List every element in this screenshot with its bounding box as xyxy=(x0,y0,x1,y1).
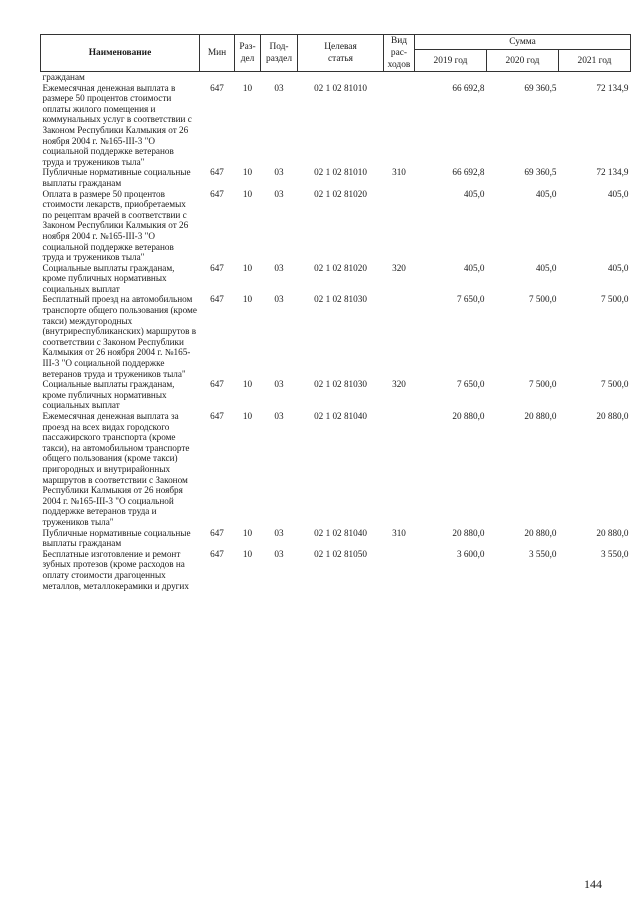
cell-name: Бесплатные изготовление и ремонт зубных протезов (кроме расходов на оплату стоимости драгоценных металлов, металлокерамики и других xyxy=(42,548,189,591)
header-podrazdel: Под- раздел xyxy=(261,35,298,72)
cell-podrazdel: 03 xyxy=(274,262,284,273)
cell-s2019: 3 600,0 xyxy=(456,548,485,559)
cell-min: 647 xyxy=(210,82,224,93)
cell-name: Социальные выплаты гражданам, кроме публичных нормативных социальных выплат xyxy=(42,379,175,411)
cell-razdel: 10 xyxy=(242,167,253,178)
cell-vid xyxy=(384,294,415,379)
cell-s2021: 405,0 xyxy=(607,262,629,273)
cell-min: 647 xyxy=(210,167,224,178)
cell-s2019: 7 650,0 xyxy=(456,379,485,390)
header-vid: Вид рас- ходов xyxy=(384,35,415,72)
table-row xyxy=(41,528,631,549)
cell-min: 647 xyxy=(210,411,224,421)
cell-min: 647 xyxy=(210,379,224,390)
cell-s2019: 66 692,8 xyxy=(452,82,485,93)
cell-podrazdel: 03 xyxy=(274,379,284,390)
header-2021: 2021 год xyxy=(559,50,631,72)
header-stat: Целевая статья xyxy=(298,35,384,72)
cell-vid xyxy=(384,83,415,168)
table-row xyxy=(41,83,631,168)
cell-s2020: 7 500,0 xyxy=(528,379,557,390)
table-row xyxy=(41,167,631,188)
cell-stat: 02 1 02 81010 xyxy=(314,82,367,93)
table-row xyxy=(41,379,631,411)
cell-min: 647 xyxy=(210,527,224,538)
cell-name: Публичные нормативные социальные выплаты гражданам xyxy=(42,527,191,549)
cell-stat xyxy=(298,72,384,83)
cell-s2019: 20 880,0 xyxy=(452,527,485,538)
cell-podrazdel: 03 xyxy=(274,82,284,93)
cell-name: гражданам xyxy=(42,72,85,82)
cell-podrazdel xyxy=(261,72,298,83)
cell-name: Социальные выплаты гражданам, кроме публичных нормативных социальных выплат xyxy=(42,262,175,294)
cell-s2021: 72 134,9 xyxy=(596,82,629,93)
cell-vid: 310 xyxy=(392,167,406,178)
cell-podrazdel: 03 xyxy=(274,294,284,305)
cell-razdel: 10 xyxy=(242,527,253,538)
cell-vid xyxy=(384,72,415,83)
cell-s2020 xyxy=(487,72,559,83)
header-summa: Сумма xyxy=(415,35,631,50)
cell-razdel: 10 xyxy=(242,294,253,305)
cell-s2020: 405,0 xyxy=(535,262,557,273)
page-number: 144 xyxy=(584,877,602,891)
cell-s2020: 405,0 xyxy=(535,188,557,199)
cell-razdel: 10 xyxy=(242,379,253,390)
table-row xyxy=(41,263,631,295)
cell-min: 647 xyxy=(210,262,224,273)
header-name: Наименование xyxy=(41,35,200,72)
cell-min xyxy=(200,72,235,83)
cell-vid xyxy=(384,411,415,528)
cell-razdel: 10 xyxy=(242,82,253,93)
cell-razdel: 10 xyxy=(242,548,253,559)
cell-name: Публичные нормативные социальные выплаты гражданам xyxy=(42,167,191,188)
cell-s2021: 20 880,0 xyxy=(596,527,629,538)
cell-s2020: 20 880,0 xyxy=(524,411,557,421)
table-row xyxy=(41,549,631,591)
table-row xyxy=(41,294,631,379)
cell-vid: 320 xyxy=(392,379,406,390)
cell-stat: 02 1 02 81020 xyxy=(314,262,367,273)
cell-s2020: 20 880,0 xyxy=(524,527,557,538)
cell-s2021: 7 500,0 xyxy=(600,379,629,390)
cell-stat: 02 1 02 81020 xyxy=(314,188,367,199)
cell-s2020: 3 550,0 xyxy=(528,548,557,559)
cell-s2021: 20 880,0 xyxy=(596,411,629,421)
cell-name: Оплата в размере 50 процентов стоимости лекарств, приобретаемых по рецептам врачей в соответствии с Законом Республики Калмыкия от 26 ноября 2004 г. №165-III-3 "О социальной поддержке ветеранов труда и тружеников тыла" xyxy=(42,188,189,263)
cell-podrazdel: 03 xyxy=(274,411,284,421)
cell-stat: 02 1 02 81040 xyxy=(314,411,367,421)
cell-vid: 310 xyxy=(392,527,406,538)
cell-s2021: 72 134,9 xyxy=(596,167,629,178)
cell-podrazdel: 03 xyxy=(274,188,284,199)
header-2019: 2019 год xyxy=(415,50,487,72)
cell-podrazdel: 03 xyxy=(274,548,284,559)
cell-s2020: 69 360,5 xyxy=(524,82,557,93)
table-header xyxy=(41,35,631,72)
header-razdel: Раз- дел xyxy=(235,35,261,72)
table-row xyxy=(41,411,631,528)
cell-min: 647 xyxy=(210,188,224,199)
table-row xyxy=(41,72,631,83)
cell-razdel: 10 xyxy=(242,411,253,421)
cell-vid xyxy=(384,549,415,591)
cell-podrazdel: 03 xyxy=(274,527,284,538)
cell-name: Ежемесячная денежная выплата в размере 50 процентов стоимости оплаты жилого помещения и коммунальных услуг в соответствии с Законом Республики Калмыкия от 26 ноября 2004 г. №165-III-3 "О социальной поддержке ветеранов труда и тружеников тыла" xyxy=(42,82,192,167)
cell-stat: 02 1 02 81030 xyxy=(314,294,367,305)
cell-s2019: 7 650,0 xyxy=(456,294,485,305)
cell-stat: 02 1 02 81050 xyxy=(314,548,367,559)
cell-razdel xyxy=(235,72,261,83)
cell-stat: 02 1 02 81010 xyxy=(314,167,367,178)
cell-s2019: 66 692,8 xyxy=(452,167,485,178)
cell-s2020: 69 360,5 xyxy=(524,167,557,178)
cell-name: Бесплатный проезд на автомобильном транспорте общего пользования (кроме такси) междугородных (внутриреспубликанских) маршрутов в соответствии с Законом Республики Калмыкия от 26 ноября 2004 г. №165-III-3 "О социальной поддержке ветеранов труда и тружеников тыла" xyxy=(42,294,197,379)
cell-s2019 xyxy=(415,72,487,83)
cell-vid xyxy=(384,189,415,263)
cell-s2019: 20 880,0 xyxy=(452,411,485,421)
budget-table xyxy=(40,34,631,591)
cell-s2019: 405,0 xyxy=(463,262,485,273)
cell-min: 647 xyxy=(210,294,224,305)
cell-name: Ежемесячная денежная выплата за проезд на всех видах городского пассажирского транспорта (кроме такси), на автомобильном транспорте общего пользования (кроме такси) пригородных и внутрирайонных маршрутов в соответствии с Законом Республики Калмыкия от 26 ноября 2004 г. №165-III-3 "О социальной поддержке ветеранов труда и тружеников тыла" xyxy=(42,411,190,527)
cell-s2021: 3 550,0 xyxy=(600,548,629,559)
header-2020: 2020 год xyxy=(487,50,559,72)
cell-razdel: 10 xyxy=(242,188,253,199)
cell-s2021: 405,0 xyxy=(607,188,629,199)
cell-min: 647 xyxy=(210,548,224,559)
cell-stat: 02 1 02 81040 xyxy=(314,527,367,538)
cell-s2021 xyxy=(559,72,631,83)
cell-vid: 320 xyxy=(392,262,406,273)
cell-stat: 02 1 02 81030 xyxy=(314,379,367,390)
cell-s2020: 7 500,0 xyxy=(528,294,557,305)
header-min: Мин xyxy=(200,35,235,72)
cell-s2019: 405,0 xyxy=(463,188,485,199)
table-body xyxy=(41,72,631,592)
cell-razdel: 10 xyxy=(242,262,253,273)
cell-s2021: 7 500,0 xyxy=(600,294,629,305)
cell-podrazdel: 03 xyxy=(274,167,284,178)
table-row xyxy=(41,189,631,263)
